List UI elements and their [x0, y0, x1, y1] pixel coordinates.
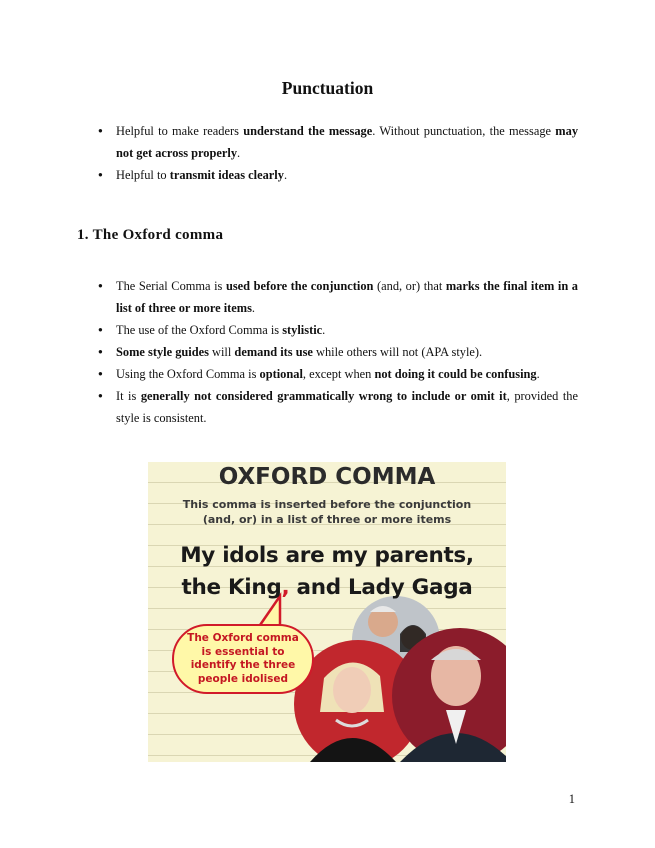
list-item [98, 275, 578, 319]
text-run: while others will not (APA style). [312, 345, 483, 359]
list-item [98, 319, 578, 341]
bold-run: generally not considered grammatically wrong to include or omit it [140, 389, 507, 403]
speech-bubble: The Oxford comma is essential to identify the three people idolised [172, 624, 314, 694]
oxford-comma-infographic [148, 462, 506, 762]
example-line: and Lady Gaga [289, 575, 473, 600]
text-run: . Without punctuation, the message [372, 124, 556, 138]
text-run: Helpful to [116, 168, 170, 182]
text-run: , except when [302, 367, 375, 381]
page-number: 1 [568, 792, 575, 806]
subheading-line: (and, or) in a list of three or more items [202, 513, 452, 526]
oxford-comma-bullet-list [98, 275, 578, 429]
bold-run: may not get across properly [116, 124, 579, 160]
list-item [98, 120, 578, 164]
example-line: My idols are my parents, [180, 543, 474, 568]
text-run: The Serial Comma is [116, 279, 226, 293]
text-run: The use of the Oxford Comma is [116, 323, 283, 337]
text-run: . [322, 323, 326, 337]
text-run: (and, or) that [373, 279, 446, 293]
list-item [98, 385, 578, 429]
bold-run: transmit ideas clearly [169, 168, 284, 182]
text-run: . [237, 146, 241, 160]
bold-run: understand the message [243, 124, 373, 138]
list-item [98, 363, 578, 385]
page-title: Punctuation [281, 78, 374, 98]
text-run: Using the Oxford Comma is [116, 367, 260, 381]
text-run: . [251, 301, 256, 315]
intro-bullet-list [98, 120, 578, 186]
figure-heading: OXFORD COMMA [218, 464, 436, 490]
bold-run: stylistic [282, 323, 323, 337]
example-line: the King [181, 575, 282, 600]
bold-run: used before the conjunction [225, 279, 374, 293]
section-heading: 1. The Oxford comma [77, 227, 224, 243]
text-run: . [536, 367, 540, 381]
bold-run: not doing it could be confusing [374, 367, 537, 381]
bold-run: Some style guides [116, 345, 209, 359]
text-run: will [208, 345, 235, 359]
text-run: It is [116, 389, 141, 403]
oxford-comma-mark: , [281, 575, 290, 600]
list-item [98, 164, 578, 186]
bold-run: optional [259, 367, 303, 381]
text-run: . [283, 168, 288, 182]
text-run: Helpful to make readers [116, 124, 244, 138]
example-sentence [148, 540, 506, 604]
bold-run: demand its use [234, 345, 313, 359]
subheading-line: This comma is inserted before the conjunction [182, 498, 472, 511]
bold-run: marks the final item in a list of three or more items [116, 279, 578, 315]
list-item [98, 341, 578, 363]
figure-subheading [148, 497, 506, 527]
text-run: , provided the style is consistent. [116, 389, 578, 425]
